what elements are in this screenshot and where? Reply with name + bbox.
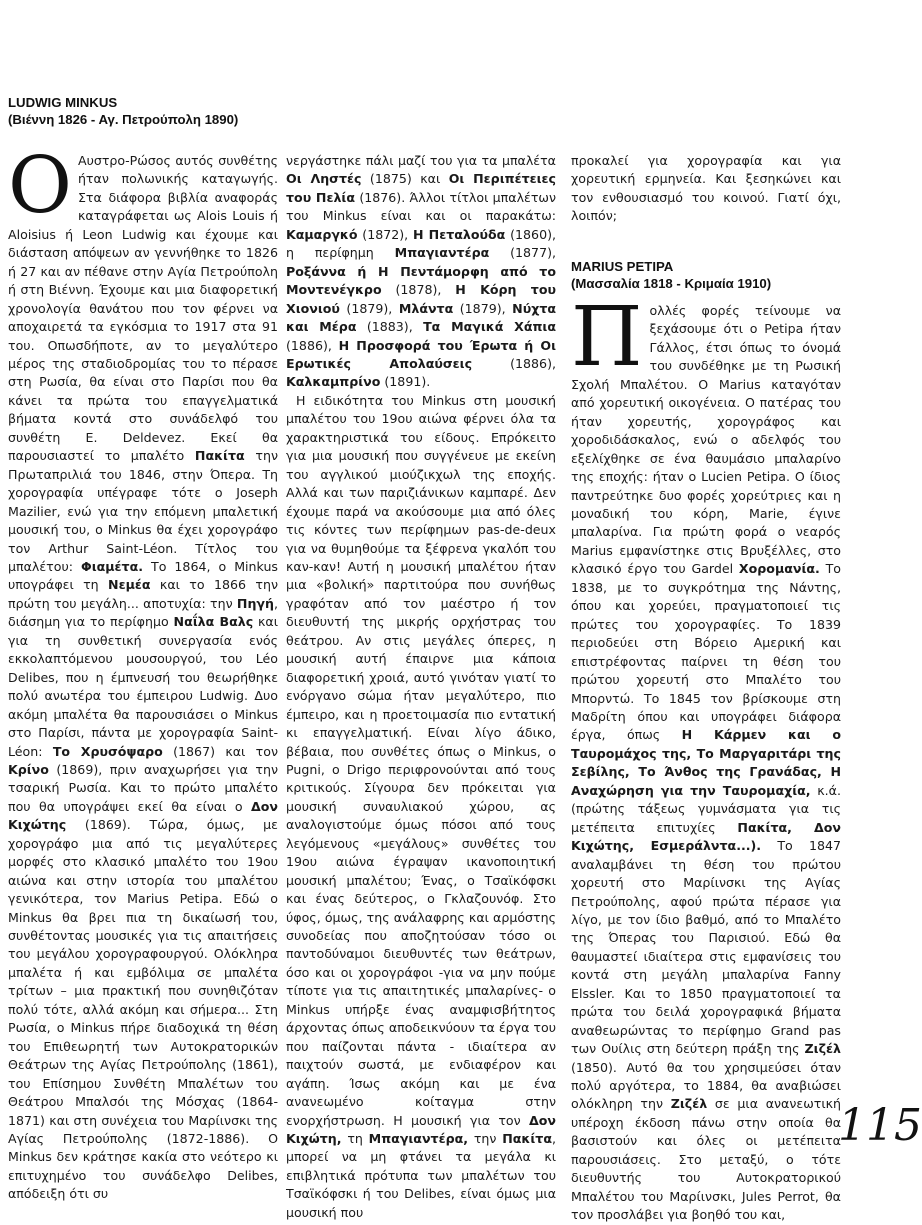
bold-title: Ζιζέλ xyxy=(804,1041,841,1057)
bold-title: Η Προσφορά του Έρωτα ή Οι Ερωτικές Απολαύσεις xyxy=(286,337,556,371)
bold-title: Οι Περιπέτειες του Πελία xyxy=(286,171,557,205)
petipa-heading xyxy=(571,258,771,292)
petipa-text xyxy=(571,290,841,1225)
petipa-column xyxy=(571,290,841,1225)
minkus-col1-text xyxy=(8,141,278,1204)
petipa-dropcap: Π xyxy=(571,290,643,385)
paragraph: νεργάστηκε πάλι μαζί του για τα μπαλέτα Οι Ληστές (1875) και Οι Περιπέτειες του Πελία (1876). Άλλοι τίτλοι μπαλέτων του Minkus είναι και οι παρακάτω: Καμαργκό (1872), Η Πεταλούδα (1860), η περίφημη Μπαγιαντέρα (1877), Ροξάννα ή Η Πεντάμορφη από το Μοντενέγκρο (1878), Η Κόρη του Χιονιού (1879), Μλάντα (1879), Νύχτα και Μέρα (1883), Τα Μαγικά Χάπια (1886), Η Προσφορά του Έρωτα ή Οι Ερωτικές Απολαύσεις (1886), Καλκαμπρίνο (1891). xyxy=(286,153,557,390)
minkus-name: LUDWIG MINKUS xyxy=(8,95,118,110)
bold-title: Ζιζέλ xyxy=(670,1096,708,1112)
bold-title: Πακίτα xyxy=(502,1131,552,1147)
minkus-heading xyxy=(8,94,238,128)
bold-title: Πηγή xyxy=(236,595,274,611)
bold-title: Τα Μαγικά Χάπια xyxy=(423,319,556,335)
minkus-col3-text xyxy=(571,152,841,226)
bold-title: Κρίνο xyxy=(8,761,49,777)
bold-title: Το Χρυσόψαρο xyxy=(52,743,163,759)
page-number: 115 xyxy=(838,1100,922,1151)
article-column-3 xyxy=(571,152,841,226)
minkus-col2-text xyxy=(286,152,556,1222)
bold-title: Πακίτα xyxy=(194,448,245,464)
article-column-1 xyxy=(8,141,278,1204)
bold-title: Καμαργκό xyxy=(286,226,358,242)
bold-title: Η Πεταλούδα xyxy=(412,226,506,242)
bold-title: Η Κάρμεν και ο Ταυρομάχος της, Το Μαργαριτάρι της Σεβίλης, Το Άνθος της Γρανάδας, Η Αναχώρηση για την Ταυρομαχία, xyxy=(571,727,841,798)
paragraph: Αυστρο-Ρώσος αυτός συνθέτης ήταν πολωνικής καταγωγής. Στα διάφορα βιβλία αναφοράς καταγράφεται ως Alois Louis ή Aloisius ή Leon Ludwig και έχουμε και διάσταση απόψεων αν γεννήθηκε το 1826 ή 27 και αν πέθανε στην Αγία Πετρούπολη ή στη Βιέννη. Έχουμε και μια διαφορετική χρονολογία θανάτου που τον φέρνει να αποχαιρετά τα εγκόσμια το 1917 στα 91 του. Οπωσδήποτε, αν το μεγαλύτερο μέρος της σταδιοδρομίας του το πέρασε στη Ρωσία, θα είναι στο Παρίσι που θα κάνει τα πρώτα του επαγγελματικά βήματα κοντά στο συνάδελφό του συνθέτη E. Deldevez. Εκεί θα παρουσιαστεί το μπαλέτο Πακίτα την Πρωταπριλιά του 1846, στην Όπερα. Τη χορογραφία υπέγραφε τότε ο Joseph Mazilier, ενώ για την επόμενη μπαλετική μουσική του, ο Minkus θα έχει χορογράφο τον Arthur Saint-Léon. Τίτλος του μπαλέτου: Φιαμέτα. Το 1864, ο Minkus υπογράφει τη Νεμέα και το 1866 την πρώτη του μεγάλη... αποτυχία: την Πηγή, διάσημη για το περίφημο Ναΐλα Βαλς και για τη συνθετική συνεργασία ενός εκκολαπτόμενου μουσουργού, του Léo Delibes, που η έμπνευσή του θεωρήθηκε πολύ ανωτέρα του έμπειρου Ludwig. Δυο ακόμη μπαλέτα θα παρουσιάσει ο Minkus στο Παρίσι, πάντα με χορογραφία Saint-Léon: Το Χρυσόψαρο (1867) και τον Κρίνο (1869), πριν αναχωρήσει για την τσαρική Ρωσία. Και το πρώτο μπαλέτο που θα υπογράψει εκεί θα είναι ο Δον Κιχώτης (1869). Τώρα, όμως, με χορογράφο μια από τις μεγαλύτερες μορφές στο κλασικό μπαλέτο του 19ου αιώνα και στην ιστορία του μπαλέτου γενικότερα, τον Marius Petipa. Εδώ ο Minkus θα βρει πια τη δικαίωσή του, συνθέτοντας μουσικές για τις απαιτήσεις του μεγάλου χορογραφουργού. Ολόκληρα μπαλέτα ή και εμβόλιμα σε μπαλέτα τρίτων – μια πρακτική που συνηθιζόταν πολύ τότε, αλλά ακόμη και σήμερα... Στη Ρωσία, ο Minkus πήρε διαδοχικά τη θέση του Επιθεωρητή των Αυτοκρατορικών Θεάτρων της Αγίας Πετρούπολης (1861), του Επίσημου Συνθέτη Μπαλέτων του Θεάτρου Μπαλσόι της Μόσχας (1864-1871) και στη συνέχεια του Μαρίινσκι της Αγίας Πετρούπολης (1872-1886). Ο Minkus δεν κράτησε κακία στο νεότερο κι επιτυχημένο του συνάδελφο Delibes, απόδειξη ότι συ xyxy=(8,153,278,1202)
petipa-name: MARIUS PETIPA xyxy=(571,259,674,274)
bold-title: Δον Κιχώτη, xyxy=(286,1112,556,1147)
paragraph: Η ειδικότητα του Minkus στη μουσική μπαλέτου του 19ου αιώνα φέρνει όλα τα χαρακτηριστικά του είδους. Επρόκειτο για μια μουσική που συγγένευε με εκείνη του αγγλικού μιούζικχωλ της εποχής. Αλλά και των παριζιάνικων καμπαρέ. Δεν έχουμε παρά να ακούσουμε μια από όλες τις κόντες των περίφημων pas-de-deux για να θυμηθούμε τα ξέφρενα γκαλόπ του καν-καν! Αυτή η μουσική μπαλέτου ήταν μια «βολική» παρτιτούρα που συνήθως γραφόταν από τον μαέστρο ή τον διευθυντή της μικρής ορχήστρας του θεάτρου. Αν στις μεγάλες όπερες, η μουσική αυτή έπαιρνε μια κάποια διαφορετική χροιά, αυτό γινόταν γιατί το ενόργανο σώμα ήταν μεγαλύτερο, πιο έμπειρο, και η προετοιμασία πιο εντατική κι επαγγελματική. Είναι λίγο άδικο, βέβαια, που συνθέτες όπως ο Minkus, ο Pugni, ο Drigo περιφρονούνται από τους κριτικούς. Σίγουρα δεν πρόκειται για μουσική συναυλιακού χώρου, ας αναλογιστούμε όμως πόσοι από τους λεγόμενους «μεγάλους» συνθέτες του 19ου αιώνα έγραψαν ικανοποιητική μουσική μπαλέτου; Ένας, ο Τσαϊκόφσκι και ένας δεύτερος, ο Γκλαζουνόφ. Στο ύφος, όμως, της ανάλαφρης και αρμόστης συνοδείας που αποζητούσαν τόσο οι παντοδύναμοι διευθυντές των θεάτρων, όσο και οι χορογράφοι -για να μην πούμε τίποτε για τις απαιτητικές μπαλαρίνες- ο Minkus υπήρξε ένας αναμφισβήτητος άρχοντας όπως αποδεικνύουν τα έργα του που παίζονται πάντα - ιδιαίτερα αν παιχτούν σωστά, με ενδιαφέρον και αγάπη. Ίσως ακόμη και με ένα ανανεωμένο κοίταγμα στην ενορχήστρωση. Η μουσική για τον Δον Κιχώτη, τη Μπαγιαντέρα, την Πακίτα, μπορεί να μη φτάνει τα μεγάλα κι επιβλητικά πρότυπα των μπαλέτων του Τσαϊκόφσκι ή του Delibes, είναι όμως μια μουσική που xyxy=(286,392,556,1220)
bold-title: Νεμέα xyxy=(108,577,151,593)
bold-title: Δον Κιχώτης xyxy=(8,798,278,833)
paragraph: ολλές φορές τείνουμε να ξεχάσουμε ότι ο Petipa ήταν Γάλλος, έτσι όπως το όνομά του συνδέθηκε με τη Ρωσική Σχολή Μπαλέτου. Ο Marius καταγόταν από χορευτική οικογένεια. Ο πατέρας του ήταν χορευτής, χορογράφος και χοροδιδάσκαλος, ενώ ο αδελφός του εξελίχθηκε σε ένα θαυμάσιο μπαλαρίνο της εποχής: ήταν ο Lucien Petipa. Ο ίδιος παντρεύτηκε δυο φορές χορεύτριες και η μοναδική του κόρη, Marie, έγινε μπαλαρίνα. Για πρώτη φορά ο νεαρός Marius εμφανίστηκε στις Βρυξέλλες, στο κλασικό έργο του Gardel Χορομανία. Το 1838, με το συγκρότημα της Νάντης, όπου και χορεύει, πραγματοποιεί τις πρώτες του χορογραφίες. Το 1839 περιοδεύει στη Βόρειο Αμερική και επιστρέφοντας παίρνει τη θέση του πρώτου χορευτή στο Μπαλέτο του Μπορντώ. Το 1845 τον βρίσκουμε στη Μαδρίτη όπου και υπογράφει διάφορα έργα, όπως Η Κάρμεν και ο Ταυρομάχος της, Το Μαργαριτάρι της Σεβίλης, Το Άνθος της Γρανάδας, Η Αναχώρηση για την Ταυρομαχία, κ.ά. (πρώτης τάξεως γυμνάσματα για τις μετέπειτα επιτυχίες Πακίτα, Δον Κιχώτης, Εσμεράλντα...). Το 1847 αναλαμβάνει τη θέση του πρώτου χορευτή στο Μαρίινσκι της Αγίας Πετρούπολης, αφού πρώτα πέρασε για λίγο, με τον ίδιο βαθμό, από το Μπαλέτο της Όπερας του Παρισιού. Εδώ θα θαυμαστεί ιδιαίτερα στις εμφανίσεις του κοντά στη μεγάλη μπαλαρίνα Fanny Elssler. Και το 1850 πραγματοποιεί τα πρώτα του δειλά χορογραφικά βήματα αναθεωρώντας το περίφημο Grand pas των Ουίλις στη δεύτερη πράξη της Ζιζέλ (1850). Αυτό θα του χρησιμεύσει όταν πολύ αργότερα, το 1884, θα αναβιώσει ολόκληρη την Ζιζέλ σε μια ανανεωτική υπέροχη έκδοση πάνω στην οποία θα βασιστούν και όλες οι μετέπειτα παρουσιάσεις. Στο μεταξύ, ο τότε διευθυντής του Αυτοκρατορικού Μπαλέτου του Μαρίινσκι, Jules Perrot, θα τον προσλάβει για βοηθό του και, xyxy=(571,303,841,1223)
bold-title: Χορομανία. xyxy=(738,561,820,577)
paragraph: προκαλεί για χορογραφία και για χορευτική ερμηνεία. Και ξεσηκώνει και τον ενθουσιασμό του κοινού. Γιατί όχι, λοιπόν; xyxy=(571,153,841,224)
minkus-dropcap: Ο xyxy=(8,141,72,231)
bold-title: Νύχτα και Μέρα xyxy=(286,300,557,335)
bold-title: Ροξάννα ή Η Πεντάμορφη από το Μοντενέγκρο xyxy=(286,263,556,298)
bold-title: Η Κόρη του Χιονιού xyxy=(286,282,556,316)
bold-title: Καλκαμπρίνο xyxy=(286,374,381,390)
bold-title: Οι Ληστές xyxy=(286,171,362,187)
petipa-dates: (Μασσαλία 1818 - Κριμαία 1910) xyxy=(571,276,772,291)
bold-title: Πακίτα, Δον Κιχώτης, Εσμεράλντα...). xyxy=(571,819,841,854)
bold-title: Ναΐλα Βαλς xyxy=(173,614,254,630)
bold-title: Φιαμέτα. xyxy=(80,558,143,574)
bold-title: Μλάντα xyxy=(398,300,454,316)
article-column-2 xyxy=(286,152,556,1222)
bold-title: Μπαγιαντέρα, xyxy=(368,1131,469,1147)
bold-title: Μπαγιαντέρα xyxy=(394,245,490,261)
minkus-dates: (Βιέννη 1826 - Αγ. Πετρούπολη 1890) xyxy=(8,112,239,127)
